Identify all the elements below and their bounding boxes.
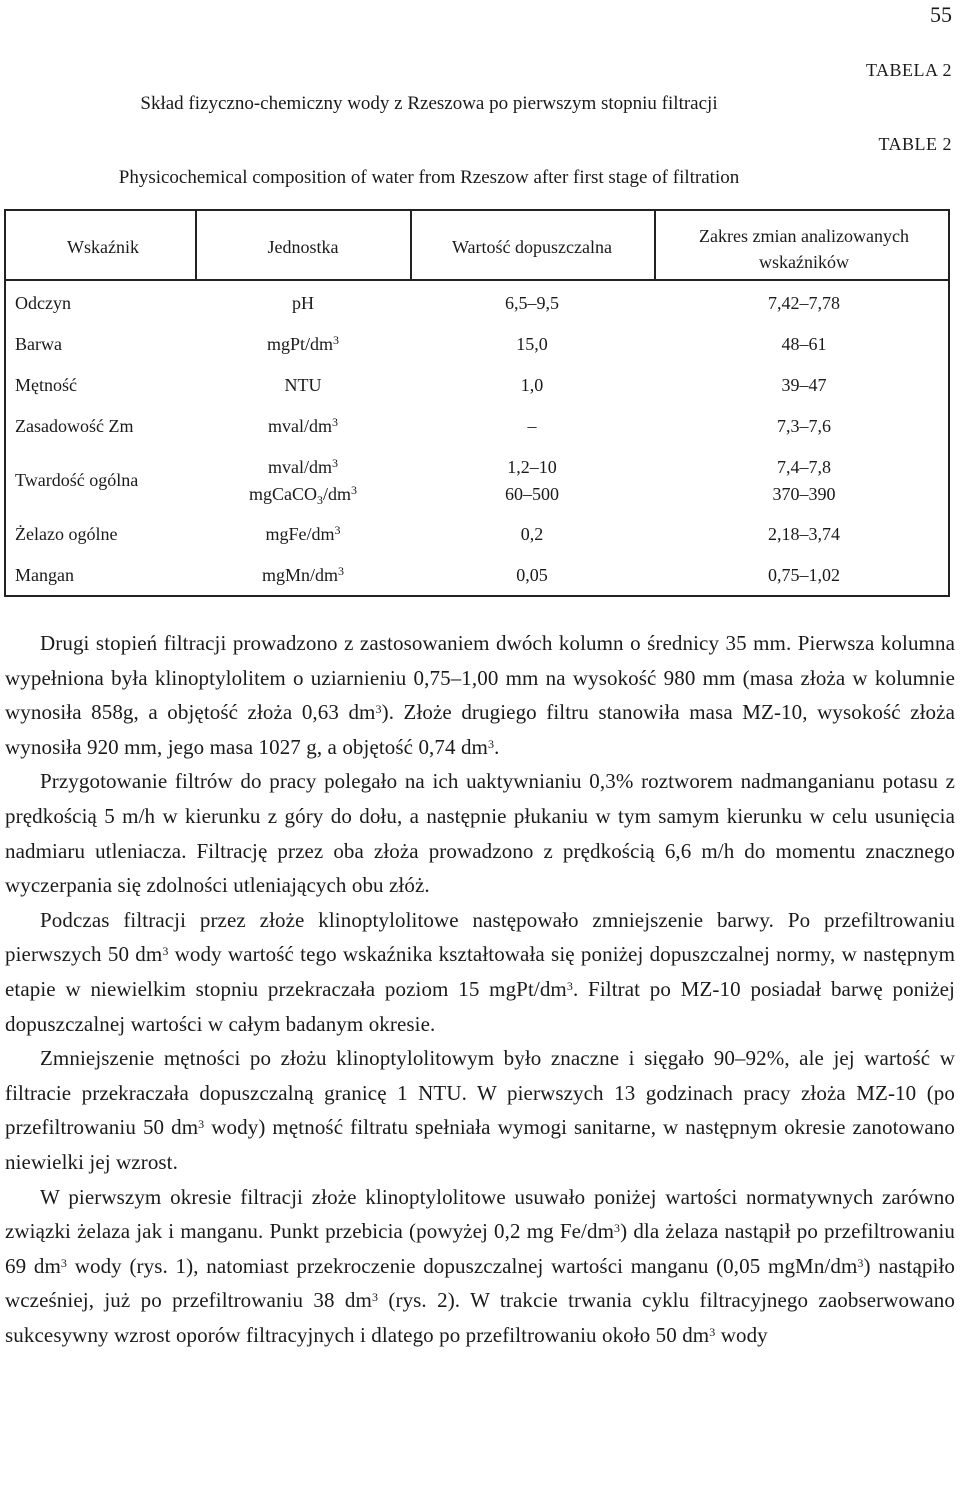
table-cell-range-2: 370–390	[772, 484, 836, 504]
body-text	[5, 626, 955, 1352]
table-cell-indicator: Żelazo ogólne	[15, 524, 118, 544]
table-cell-indicator: Mangan	[15, 565, 74, 585]
table-cell-indicator: Zasadowość Zm	[15, 416, 134, 436]
table-cell-indicator: Mętność	[15, 375, 77, 395]
table-cell-range: 0,75–1,02	[768, 565, 840, 585]
table-cell-unit: NTU	[284, 375, 322, 395]
table-cell-permissible-2: 60–500	[505, 484, 559, 504]
table-cell-permissible: 0,2	[520, 524, 544, 544]
table-cell-range: 7,42–7,78	[768, 293, 840, 313]
table-cell-unit: mgPt/$dm^3$	[266, 333, 340, 354]
table-header-rule	[6, 279, 948, 281]
header-range-2: wskaźników	[759, 252, 849, 272]
table-cell-permissible: –	[527, 416, 537, 436]
paragraph-4: Zmniejszenie mętności po złożu klinoptylolitowym było znaczne i sięgało 90–92%, ale jej wartość w filtracie przekraczała dopuszczalną granicę 1 NTU. W pierwszych 13 godzinach pracy złoża MZ-10 (po przefiltrowaniu 50 $dm^3$ wody) mętność filtratu spełniała wymogi sanitarne, w następnym okresie zanotowano niewielki jej wzrost.	[5, 1046, 955, 1174]
table-cell-range: 7,3–7,6	[777, 416, 831, 436]
table-cell-indicator: Barwa	[15, 334, 62, 354]
table-cell-unit-2: $mgCaCO_3/dm^3$	[248, 483, 358, 507]
table-divider	[410, 211, 412, 279]
table-cell-permissible: 15,0	[516, 334, 548, 354]
table-cell-range: 39–47	[781, 375, 827, 395]
table-caption-pl: Skład fizyczno-chemiczny wody z Rzeszowa po pierwszym stopniu filtracji	[140, 93, 718, 114]
table-cell-permissible: 1,0	[520, 375, 544, 395]
header-unit: Jednostka	[267, 237, 339, 257]
table-divider	[654, 211, 656, 279]
table-caption-en: Physicochemical composition of water from Rzeszow after first stage of filtration	[118, 167, 740, 188]
table-cell-indicator: Twardość ogólna	[15, 470, 139, 490]
header-permissible: Wartość dopuszczalna	[452, 237, 612, 257]
paragraph-1: Drugi stopień filtracji prowadzono z zastosowaniem dwóch kolumn o średnicy 35 mm. Pierwsza kolumna wypełniona była klinoptylolitem o uziarnieniu 0,75–1,00 mm na wysokość 980 mm (masa złoża w kolumnie wynosiła 858g, a objętość złoża 0,63 $dm^3$). Złoże drugiego filtru stanowiła masa MZ-10, wysokość złoża wynosiła 920 mm, jego masa 1027 g, a objętość 0,74 $dm^3$.	[5, 631, 955, 759]
paragraph-5: W pierwszym okresie filtracji złoże klinoptylolitowe usuwało poniżej wartości normatywnych zarówno związki żelaza jak i manganu. Punkt przebicia (powyżej 0,2 mg $Fe/dm^3$) dla żelaza nastąpił po przefiltrowaniu 69 $dm^3$ wody (rys. 1), natomiast przekroczenie dopuszczalnej wartości manganu (0,05 mgMn/$dm^3$) nastąpiło wcześniej, już po przefiltrowaniu 38 $dm^3$ (rys. 2). W trakcie trwania cyklu filtracyjnego zaobserwowano sukcesywny wzrost oporów filtracyjnych i dlatego po przefiltrowaniu około 50 $dm^3$ wody	[5, 1184, 956, 1347]
paragraph-3: Podczas filtracji przez złoże klinoptylolitowe następowało zmniejszenie barwy. Po przefiltrowaniu pierwszych 50 $dm^3$ wody wartość tego wskaźnika kształtowała się poniżej dopuszczalnej normy, w następnym etapie w niewielkim stopniu przekraczała poziom 15 mgPt/$dm^3$. Filtrat po MZ-10 posiadał barwę poniżej dopuszczalnej wartości w całym badanym okresie.	[5, 907, 955, 1036]
table-cell-indicator: Odczyn	[15, 293, 71, 313]
table-cell-range: 48–61	[781, 334, 827, 354]
composition-table	[4, 209, 950, 597]
table-cell-range: 2,18–3,74	[768, 524, 840, 544]
table-cell-permissible: 6,5–9,5	[505, 293, 559, 313]
table-cell-unit: mval/$dm^3$	[268, 456, 338, 477]
table-cell-unit: pH	[292, 293, 314, 313]
header-range: Zakres zmian analizowanych	[699, 226, 909, 246]
table-cell-unit: mval/$dm^3$	[268, 415, 338, 436]
table-cell-unit: mgMn/$dm^3$	[261, 564, 345, 585]
table-label-en: TABLE 2	[878, 134, 952, 154]
header-indicator: Wskaźnik	[67, 237, 139, 257]
paragraph-2: Przygotowanie filtrów do pracy polegało na ich uaktywnianiu 0,3% roztworem nadmanganianu potasu z prędkością 5 m/h w kierunku z góry do dołu, a następnie płukaniu w tym samym kierunku w celu usunięcia nadmiaru utleniacza. Filtrację przez oba złoża prowadzono z prędkością 6,6 m/h do momentu znacznego wyczerpania się zdolności utleniających obu złóż.	[5, 769, 955, 898]
table-cell-range: 7,4–7,8	[777, 457, 831, 477]
table-cell-permissible: 1,2–10	[507, 457, 557, 477]
table-label-pl: TABELA 2	[865, 60, 952, 80]
page-number: 55	[930, 2, 952, 27]
table-cell-unit: mgFe/$dm^3$	[265, 523, 341, 544]
table-divider	[195, 211, 197, 279]
table-cell-permissible: 0,05	[516, 565, 548, 585]
